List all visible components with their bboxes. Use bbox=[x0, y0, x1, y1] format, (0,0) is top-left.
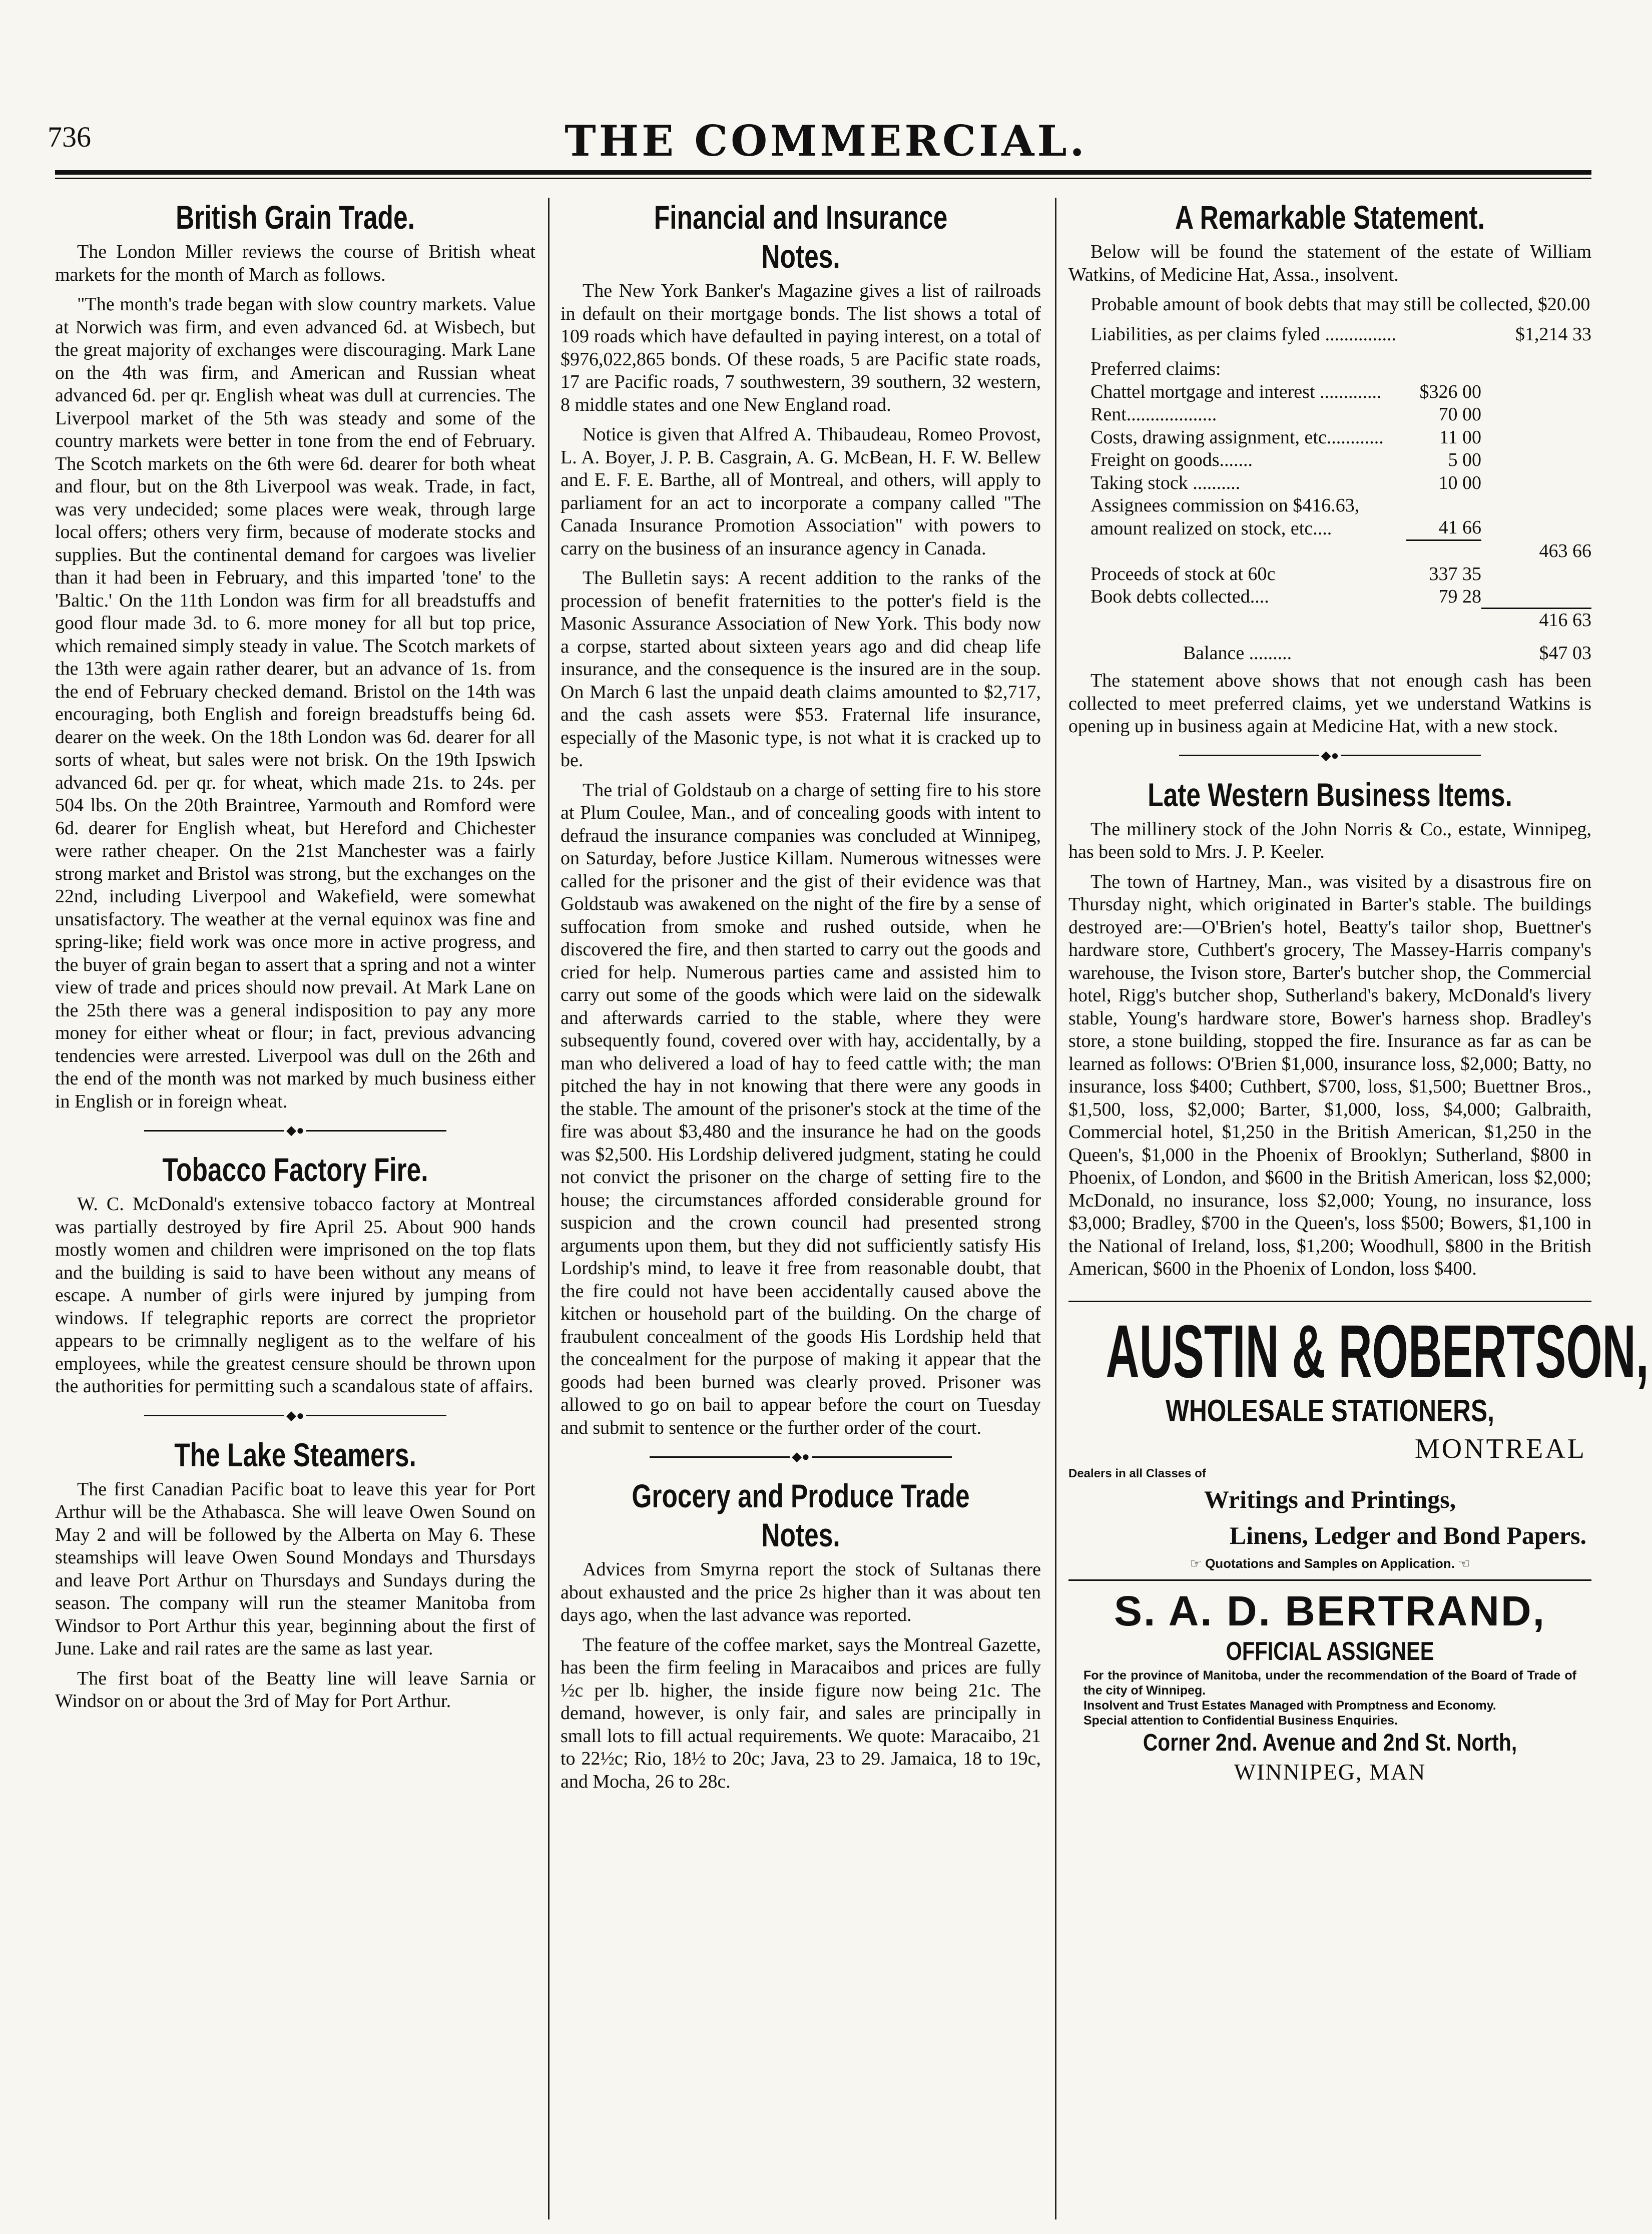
ad-trade: WHOLESALE STATIONERS, bbox=[1166, 1393, 1494, 1428]
article-paragraph: The London Miller reviews the course of British wheat markets for the month of March as follows. bbox=[55, 241, 535, 285]
ad-address: Corner 2nd. Avenue and 2nd St. North, bbox=[1143, 1729, 1517, 1756]
ad-text-line: Insolvent and Trust Estates Managed with Promptness and Economy. bbox=[1083, 1698, 1496, 1713]
ad-company-name: AUSTIN & ROBERTSON, bbox=[1106, 1309, 1649, 1393]
article-paragraph: The first boat of the Beatty line will leave Sarnia or Windsor on or about the 3rd of May for Port Arthur. bbox=[55, 1667, 535, 1712]
article-heading-remarkable-statement: A Remarkable Statement. bbox=[1175, 199, 1485, 236]
statement-row bbox=[1068, 609, 1591, 632]
article-paragraph: The town of Hartney, Man., was visited by a disastrous fire on Thursday night, which originated in Barter's stable. The buildings destroyed are:—O'Brien's hotel, Beatty's tailor shop, Buettner's hardware store, Cuthbert's grocery, The Massey-Harris company's warehouse, the Ivison store, Barter's butcher shop, the Commercial hotel, Rigg's butcher shop, Sutherland's bakery, McDonald's livery stable, Young's hardware store, Bower's harness shop. Bradley's store, a stone building, stopped the fire. Insurance as far as can be learned as follows: O'Brien $1,000, insurance loss, $2,000; Batty, no insurance, loss $400; Cuthbert, $700, loss, $1,500; Buettner Bros., $1,500, loss, $2,000; Barter, $1,000, loss, $4,000; Galbraith, Commercial hotel, $1,250 in the British American, $1,250 in the Queen's, $1,000 in the Phoenix of Brooklyn; Sutherland, $800 in Phoenix, of London, and $600 in the British American, loss $2,000; McDonald, no insurance, loss $2,000; Young, no insurance, loss $3,000; Bradley, $700 in the Queen's, loss $500; Bowers, $1,100 in the National of Ireland, loss, $1,200; Woodhull, $800 in the British American, $600 in the Phoenix of London, loss $400. bbox=[1068, 871, 1591, 1279]
statement-amount: 5 00 bbox=[1448, 449, 1481, 470]
statement-label: Costs, drawing assignment, etc............ bbox=[1090, 426, 1384, 448]
article-heading-british-grain: British Grain Trade. bbox=[176, 199, 415, 236]
statement-row bbox=[1068, 426, 1591, 449]
article-heading-tobacco-fire: Tobacco Factory Fire. bbox=[162, 1151, 428, 1188]
ad-assignee-name: S. A. D. BERTRAND, bbox=[1114, 1587, 1546, 1634]
statement-label: Chattel mortgage and interest ............. bbox=[1090, 381, 1382, 402]
column-divider-1 bbox=[548, 198, 549, 2219]
ad-assignee-title: OFFICIAL ASSIGNEE bbox=[1226, 1636, 1434, 1666]
statement-row bbox=[1068, 472, 1591, 495]
statement-row bbox=[1068, 642, 1591, 665]
article-paragraph: Probable amount of book debts that may still be collected, $20.00 bbox=[1090, 294, 1590, 315]
section-separator: ◆● bbox=[55, 1409, 535, 1422]
article-paragraph: The feature of the coffee market, says the Montreal Gazette, has been the firm feeling in Maracaibos and prices are fully ½c per lb. higher, the inside figure now being 21c. The demand, however, is only fair, and sales are principally in small lots to fill actual requirements. We quote: Maracaibo, 21 to 22½c; Rio, 18½ to 20c; Java, 23 to 29. Jamaica, 18 to 19c, and Mocha, 26 to 28c. bbox=[561, 1634, 1041, 1792]
section-separator: ◆● bbox=[561, 1450, 1041, 1463]
statement-label: Preferred claims: bbox=[1090, 358, 1221, 379]
ad-quotation-line bbox=[1068, 1553, 1591, 1573]
article-paragraph: The trial of Goldstaub on a charge of setting fire to his store at Plum Coulee, Man., and of concealing goods with intent to defraud the insurance companies was concluded at Winnipeg, on Saturday, before Justice Killam. Numerous witnesses were called for the prisoner and the gist of their evidence was that Goldstaub was awakened on the night of the fire by a sense of suffocation from smoke and rushed outside, when he discovered the fire, and then started to carry out the goods and cried for help. Numerous parties came and assisted him to carry out some of the goods which were laid on the sidewalk and afterwards carried to the stable, where they were subsequently found, covered over with hay, accidentally, by a man who delivered a load of hay to feed cattle with; the man pitched the hay in not knowing that there were any goods in the stable. The amount of the prisoner's stock at the time of the fire was about $3,480 and the insurance he had on the goods was $2,500. His Lordship delivered judgment, stating he could not convict the prisoner on the charge of setting fire to the house; the circumstances afforded considerable ground for suspicion and the crown council had presented strong arguments upon them, but they did not sufficiently satisfy His Lordship's mind, to leave it free from reasonable doubt, that the fire could not have been accidentally caused above the kitchen or household part of the building. On the charge of fraubulent concealment of the goods His Lordship held that the concealment for the purpose of making it appear that the goods had been burned was clearly proved. Prisoner was allowed to go on bail to appear before the court on Tuesday and submit to sentence or the further order of the court. bbox=[561, 779, 1041, 1438]
article-paragraph: The statement above shows that not enough cash has been collected to meet preferred claims, yet we understand Watkins is opening up in business again at Medicine Hat, with a new stock. bbox=[1068, 670, 1591, 737]
ad-products-line-1: Writings and Printings, bbox=[1204, 1485, 1456, 1513]
statement-amount: 10 00 bbox=[1438, 472, 1481, 493]
statement-amount: $1,214 33 bbox=[1515, 323, 1591, 345]
statement-subtotal: 416 63 bbox=[1481, 609, 1591, 632]
statement-row bbox=[1068, 358, 1591, 381]
header-rule-thin bbox=[55, 178, 1591, 179]
ad-products-line-2: Linens, Ledger and Bond Papers. bbox=[1229, 1521, 1586, 1549]
header-rule-thick bbox=[55, 170, 1591, 175]
statement-row bbox=[1068, 403, 1591, 426]
ad-text-line: Special attention to Confidential Business Enquiries. bbox=[1083, 1713, 1398, 1728]
advertisement-bertrand bbox=[1068, 1579, 1591, 1786]
ad-city: WINNIPEG, MAN bbox=[1234, 1759, 1426, 1785]
pointing-hand-icon: ☞ bbox=[1190, 1555, 1206, 1571]
statement-row bbox=[1068, 540, 1591, 563]
article-paragraph: The millinery stock of the John Norris & Co., estate, Winnipeg, has been sold to Mrs. J. P. Keeler. bbox=[1068, 818, 1591, 862]
statement-label: Liabilities, as per claims fyled ............... bbox=[1090, 323, 1397, 345]
column-2 bbox=[561, 198, 1041, 1800]
statement-amount: 337 35 bbox=[1429, 563, 1481, 585]
article-paragraph: The New York Banker's Magazine gives a list of railroads in default on their mortgage bonds. The list shows a total of 109 roads which have defaulted in paying interest, on a total of $976,022,865 bonds. Of these roads, 5 are Pacific state roads, 17 are Pacific roads, 7 southwestern, 39 southern, 32 western, 8 middle states and one New England road. bbox=[561, 280, 1041, 415]
statement-amount: 11 00 bbox=[1439, 426, 1481, 448]
statement-amount: 79 28 bbox=[1438, 586, 1481, 607]
statement-amount: 70 00 bbox=[1438, 404, 1481, 425]
column-3 bbox=[1068, 198, 1649, 1786]
ad-quotation-text: Quotations and Samples on Application. bbox=[1205, 1555, 1455, 1571]
pointing-hand-icon: ☜ bbox=[1454, 1555, 1470, 1571]
statement-row bbox=[1068, 494, 1591, 540]
statement-row bbox=[1068, 563, 1591, 586]
section-separator: ◆● bbox=[55, 1124, 535, 1137]
ad-text-line: For the province of Manitoba, under the recommendation of the Board of Trade of the city of Winnipeg. bbox=[1083, 1668, 1576, 1698]
article-paragraph: The Bulletin says: A recent addition to the ranks of the procession of benefit fraternities to the potter's field is the Masonic Assurance Association of New York. This body now a corpse, started about sixteen years ago and did cheap life insurance, and the consequence is the insured are in the soup. On March 6 last the unpaid death claims amounted to $2,717, and the cash assets were $53. Fraternal life insurance, especially of the Masonic type, is not what it is cracked up to be. bbox=[561, 568, 1041, 771]
statement-label: Proceeds of stock at 60c bbox=[1090, 563, 1276, 585]
article-paragraph: Advices from Smyrna report the stock of Sultanas there about exhausted and the price 2s higher than it was about ten days ago, when the last advance was reported. bbox=[561, 1559, 1041, 1625]
article-heading-western-business: Late Western Business Items. bbox=[1148, 776, 1512, 813]
article-heading-financial-insurance: Financial and Insurance Notes. bbox=[654, 199, 948, 275]
statement-label: Freight on goods....... bbox=[1090, 449, 1253, 470]
article-heading-grocery-produce: Grocery and Produce Trade Notes. bbox=[632, 1477, 970, 1553]
statement-subtotal: 463 66 bbox=[1539, 540, 1591, 562]
masthead-title: THE COMMERCIAL. bbox=[565, 116, 1087, 166]
statement-label: Assignees commission on $416.63, amount realized on stock, etc.... bbox=[1090, 495, 1360, 539]
statement-label: Book debts collected.... bbox=[1090, 586, 1269, 607]
article-paragraph: W. C. McDonald's extensive tobacco factory at Montreal was partially destroyed by fire April 25. About 900 hands mostly women and children were imprisoned on the top flats and the building is said to have been without any means of escape. A number of girls were injured by jumping from windows. If telegraphic reports are correct the proprietor appears to be crimnally negligent as to the welfare of his employees, while the greatest censure should be thrown upon the authorities for permitting such a scandalous state of affairs. bbox=[55, 1194, 535, 1397]
article-paragraph: Notice is given that Alfred A. Thibaudeau, Romeo Provost, L. A. Boyer, J. P. B. Casgrain, A. G. McBean, H. F. W. Bellew and E. F. E. Barthe, all of Montreal, and others, will apply to parliament for an act to incorporate a company called "The Canada Insurance Promotion Association" with powers to carry on the business of an insurance agency in Canada. bbox=[561, 424, 1041, 559]
advertisement-austin-robertson bbox=[1068, 1301, 1649, 1573]
statement-label: Balance ......... bbox=[1183, 642, 1292, 664]
ad-dealers-line: Dealers in all Classes of bbox=[1068, 1466, 1206, 1480]
statement-amount: $326 00 bbox=[1419, 381, 1481, 402]
statement-label: Taking stock .......... bbox=[1090, 472, 1241, 493]
statement-row bbox=[1068, 381, 1591, 404]
column-divider-2 bbox=[1055, 198, 1056, 2219]
article-paragraph: Below will be found the statement of the estate of William Watkins, of Medicine Hat, Assa., insolvent. bbox=[1068, 241, 1591, 285]
article-paragraph: "The month's trade began with slow country markets. Value at Norwich was firm, and even advanced 6d. at Wisbech, but the great majority of exchanges were discouraging. Mark Lane on the 4th was firm, and American and Russian wheat advanced 6d. per qr. English wheat was dull at currencies. The Liverpool market of the 5th was steady and some of the country markets were better in tone from the end of February. The Scotch markets on the 6th were 6d. dearer for both wheat and flour, but on the 8th Liverpool was weak. Trade, in fact, was very undecided; some places were weak, through large local offers; others very firm, because of moderate stocks and supplies. But the continental demand for cargoes was livelier than it had been in February, and this imparted 'tone' to the 'Baltic.' On the 11th London was firm for all breadstuffs and good flour made 3d. to 6. more money for all but top price, which remained simply steady in value. The Scotch markets of the 13th were again rather dearer, but an advance of 1s. from the end of February checked demand. Bristol on the 14th was encouraging, both English and foreign breadstuffs being 6d. dearer on the week. On the 18th London was 6d. dearer for all sorts of wheat, but sales were not brisk. On the 19th Ipswich advanced 6d. per qr. for wheat, which made 21s. to 24s. per 504 lbs. On the 20th Braintree, Yarmouth and Romford were 6d. dearer for English wheat, but Hereford and Chichester were rather cheaper. On the 21st Manchester was a fairly strong market and Bristol was strong, but the exchanges on the 22nd, including Liverpool and Wakefield, were somewhat unsatisfactory. The weather at the vernal equinox was fine and spring-like; field work was once more in active progress, and the buyer of grain began to assert that a spring and not a winter view of trade and prices should now prevail. At Mark Lane on the 25th there was a general indisposition to pay any more money for either wheat or flour; in fact, previous advancing tendencies were arrested. Liverpool was dull on the 26th and the end of the month was not marked by much business either in English or in foreign wheat. bbox=[55, 294, 535, 1112]
article-paragraph: The first Canadian Pacific boat to leave this year for Port Arthur will be the Athabasca. She will leave Owen Sound on May 2 and will be followed by the Alberta on May 6. These steamships will leave Owen Sound Mondays and Thursdays and leave Port Arthur on Thursdays and Sundays during the season. The company will run the steamer Manitoba from Windsor to Port Arthur this year, beginning about the first of June. Lake and rail rates are the same as last year. bbox=[55, 1478, 535, 1659]
statement-amount: 41 66 bbox=[1438, 517, 1481, 538]
column-1 bbox=[55, 198, 535, 1720]
statement-row bbox=[1068, 586, 1591, 609]
ad-city: MONTREAL bbox=[1414, 1433, 1586, 1464]
statement-row bbox=[1068, 449, 1591, 472]
statement-balance: $47 03 bbox=[1539, 642, 1591, 664]
statement-row bbox=[1068, 323, 1591, 346]
page-number: 736 bbox=[48, 121, 91, 153]
statement-label: Rent................... bbox=[1090, 404, 1217, 425]
section-separator: ◆● bbox=[1068, 749, 1591, 762]
article-heading-lake-steamers: The Lake Steamers. bbox=[174, 1436, 416, 1473]
financial-statement-table bbox=[1068, 323, 1591, 665]
